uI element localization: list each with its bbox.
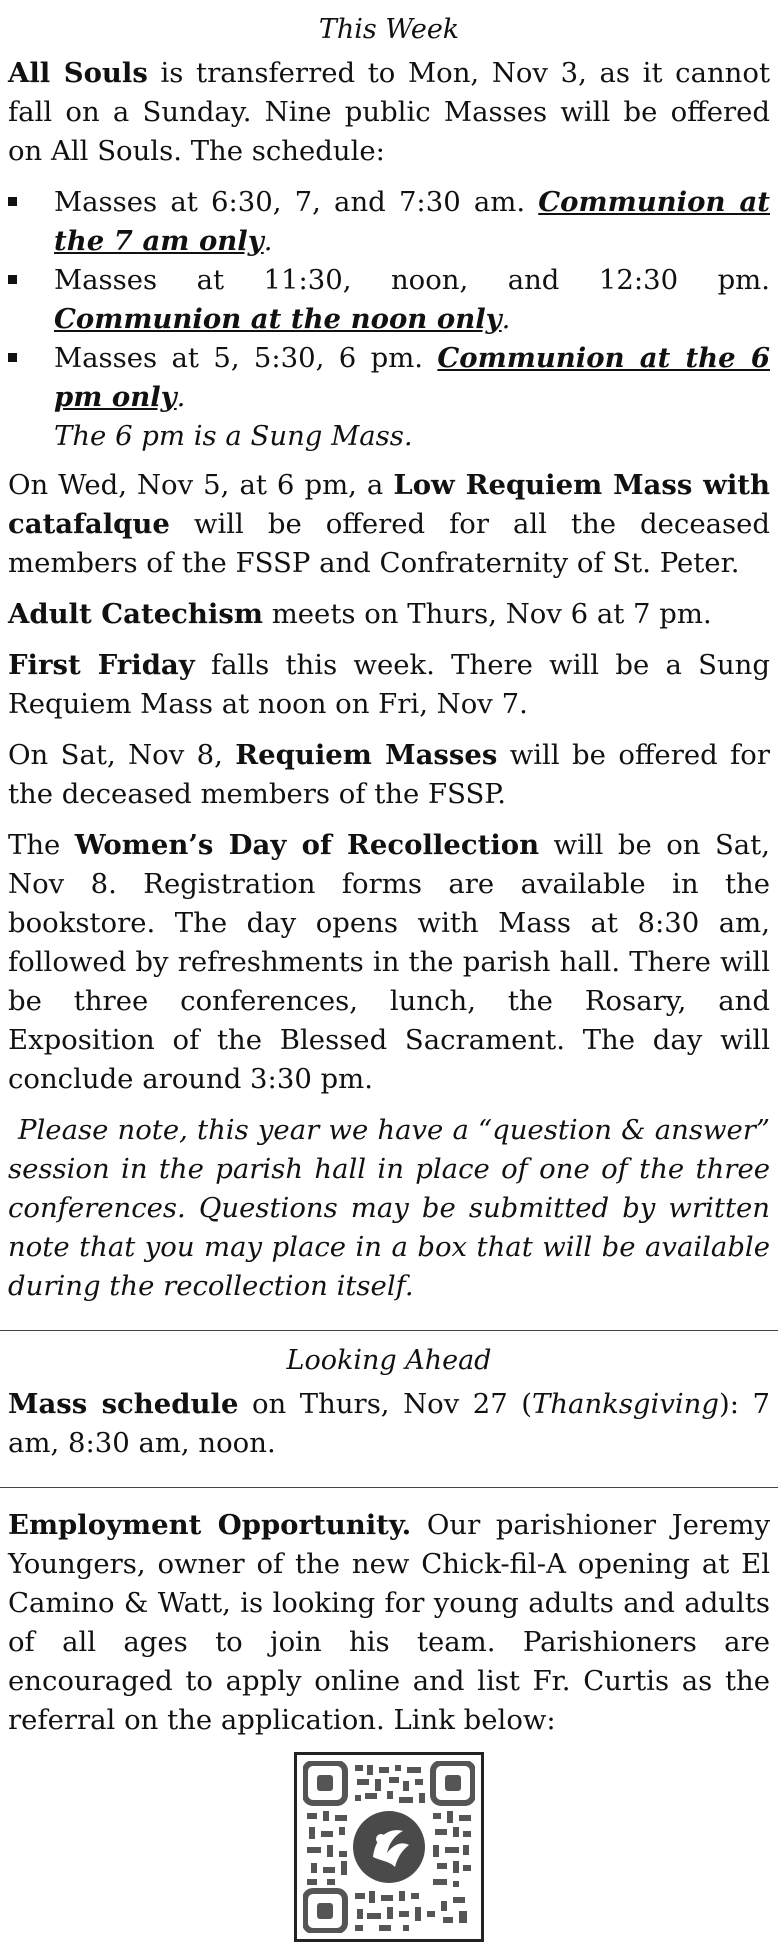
requiem-sat-post: will be offered for the deceased members of the FSSP. [8,739,770,810]
first-friday-paragraph [8,646,770,724]
schedule-communion: Communion at the 7 am only [54,186,770,257]
first-friday-post: falls this week. There will be a Sung Requiem Mass at noon on Fri, Nov 7. [8,649,770,720]
schedule-period: . [176,381,186,413]
schedule-item [8,261,770,339]
all-souls-bold: All Souls [8,57,148,89]
thanksgiving-italic: Thanksgiving [532,1388,719,1420]
this-week-heading: This Week [318,14,460,45]
first-friday-bold: First Friday [8,649,195,681]
thanksgiving-paragraph [8,1385,770,1463]
employment-text: Our parishioner Jeremy Youngers, owner of the new Chick-fil-A opening at El Camino & Watt, is looking for young adults and adults of all ages to join his team. Parishioners are encouraged to apply online and list Fr. Curtis as the referral on the application. Link below: [8,1509,770,1736]
recollection-pre: The [8,829,75,861]
catechism-bold: Adult Catechism [8,598,263,630]
requiem-sat-paragraph [8,736,770,814]
recollection-paragraph [8,826,770,1099]
requiem-wed-paragraph [8,466,770,583]
bullet-icon [8,197,17,206]
all-souls-paragraph [8,54,770,171]
section-divider [0,1487,778,1488]
schedule-communion: Communion at the noon only [54,303,502,335]
catechism-post: meets on Thurs, Nov 6 at 7 pm. [262,598,712,630]
thanksgiving-post: ): 7 am, 8:30 am, noon. [8,1388,770,1459]
recollection-post: will be on Sat, Nov 8. Registration forms are available in the bookstore. The day opens with Mass at 8:30 am, followed by refreshments in the parish hall. There will be three conferences, lunch, the Rosary, and Exposition of the Blessed Sacrament. The day will conclude around 3:30 pm. [8,829,770,1095]
qr-container [8,1752,770,1942]
recollection-bold: Women’s Day of Recollection [74,829,540,861]
requiem-wed-bold: Low Requiem Mass with catafalque [8,469,770,540]
schedule-text: Masses at 5, 5:30, 6 pm. [54,342,438,374]
schedule-communion: Communion at the 6 pm only [54,342,770,413]
schedule-item [8,339,770,456]
requiem-wed-pre: On Wed, Nov 5, at 6 pm, a [8,469,394,501]
schedule-note: The 6 pm is a Sung Mass. [54,420,413,452]
employment-paragraph [8,1506,770,1740]
catechism-paragraph [8,595,770,634]
employment-bold: Employment Opportunity. [8,1509,412,1541]
section-divider [0,1330,778,1331]
bullet-icon [8,353,17,362]
requiem-wed-post: will be offered for all the deceased members of the FSSP and Confraternity of St. Peter. [8,508,770,579]
looking-ahead-heading: Looking Ahead [286,1345,492,1376]
qr-code-graphic [303,1761,475,1933]
requiem-sat-bold: Requiem Masses [235,739,498,771]
schedule-period: . [263,225,273,257]
thanksgiving-pre: on Thurs, Nov 27 ( [238,1388,532,1420]
schedule-item [8,183,770,261]
mass-schedule-bold: Mass schedule [8,1388,239,1420]
qr-code-icon[interactable] [294,1752,484,1942]
bulletin-page [0,14,778,1862]
all-souls-text: is transferred to Mon, Nov 3, as it cannot fall on a Sunday. Nine public Masses will be offered on All Souls. The schedule: [8,57,770,167]
requiem-sat-pre: On Sat, Nov 8, [8,739,236,771]
recollection-note: Please note, this year we have a “question & answer” session in the parish hall in place of one of the three conferences. Questions may be submitted by written note that you may place in a box that will be available during the recollection itself. [8,1114,770,1302]
schedule-text: Masses at 6:30, 7, and 7:30 am. [54,186,539,218]
bullet-icon [8,275,17,284]
schedule-period: . [501,303,511,335]
mass-schedule-list [8,183,770,456]
schedule-text: Masses at 11:30, noon, and 12:30 pm. [54,264,770,296]
